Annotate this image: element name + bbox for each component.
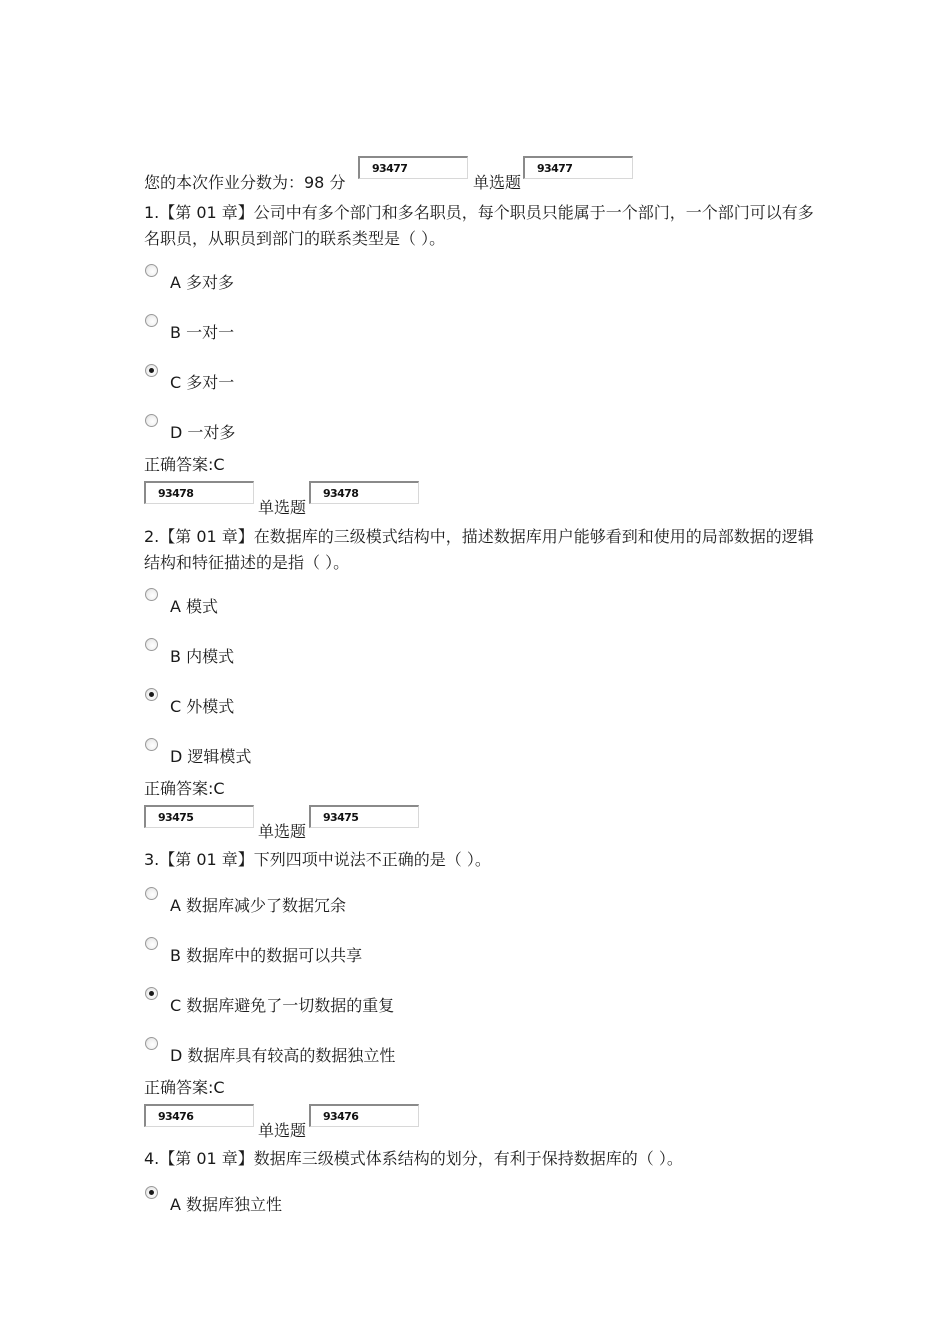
correct-answer: 正确答案:C [144, 779, 225, 798]
radio-button-checked[interactable] [145, 1186, 158, 1199]
option-label: C 多对一 [170, 373, 235, 392]
question-type-label: 单选题 [258, 1121, 307, 1140]
question-id-field[interactable]: 93477 [358, 156, 468, 179]
score-text: 您的本次作业分数为：98 分 [144, 173, 346, 192]
radio-button[interactable] [145, 638, 158, 651]
radio-button[interactable] [145, 588, 158, 601]
score-header [144, 156, 814, 192]
option-label: A 模式 [170, 597, 219, 616]
option-label: D 逻辑模式 [170, 747, 252, 766]
question-type-label: 单选题 [473, 173, 522, 192]
option-label: A 多对多 [170, 273, 235, 292]
radio-button[interactable] [145, 264, 158, 277]
question-type-label: 单选题 [258, 498, 307, 517]
radio-button-checked[interactable] [145, 364, 158, 377]
question-title: 3.【第 01 章】下列四项中说法不正确的是（ ）。 [144, 850, 491, 869]
option-label: A 数据库独立性 [170, 1195, 283, 1214]
option-label: C 外模式 [170, 697, 235, 716]
option-label: D 一对多 [170, 423, 236, 442]
option-label: C 数据库避免了一切数据的重复 [170, 996, 395, 1015]
option-label: B 一对一 [170, 323, 235, 342]
question-id-field[interactable]: 93478 [144, 481, 254, 504]
question-id-row [144, 805, 814, 841]
option-label: B 数据库中的数据可以共享 [170, 946, 363, 965]
question-id-field[interactable]: 93476 [309, 1104, 419, 1127]
question-title: 2.【第 01 章】在数据库的三级模式结构中，描述数据库用户能够看到和使用的局部数据的逻辑结构和特征描述的是指（ ）。 [144, 527, 814, 572]
correct-answer: 正确答案:C [144, 455, 225, 474]
question-id-field[interactable]: 93478 [309, 481, 419, 504]
question-id-field[interactable]: 93476 [144, 1104, 254, 1127]
radio-button[interactable] [145, 1037, 158, 1050]
question-id-field[interactable]: 93477 [523, 156, 633, 179]
question-id-field[interactable]: 93475 [144, 805, 254, 828]
question-title: 4.【第 01 章】数据库三级模式体系结构的划分，有利于保持数据库的（ ）。 [144, 1149, 683, 1168]
question-id-field[interactable]: 93475 [309, 805, 419, 828]
option-label: A 数据库减少了数据冗余 [170, 896, 347, 915]
question-id-row [144, 481, 814, 517]
question-id-row [144, 1104, 814, 1140]
radio-button[interactable] [145, 937, 158, 950]
option-label: B 内模式 [170, 647, 235, 666]
question-type-label: 单选题 [258, 822, 307, 841]
radio-button-checked[interactable] [145, 987, 158, 1000]
correct-answer: 正确答案:C [144, 1078, 225, 1097]
radio-button[interactable] [145, 314, 158, 327]
radio-button[interactable] [145, 738, 158, 751]
option-label: D 数据库具有较高的数据独立性 [170, 1046, 396, 1065]
radio-button[interactable] [145, 414, 158, 427]
question-title: 1.【第 01 章】公司中有多个部门和多名职员，每个职员只能属于一个部门，一个部门可以有多名职员，从职员到部门的联系类型是（ ）。 [144, 203, 814, 248]
radio-button[interactable] [145, 887, 158, 900]
radio-button-checked[interactable] [145, 688, 158, 701]
